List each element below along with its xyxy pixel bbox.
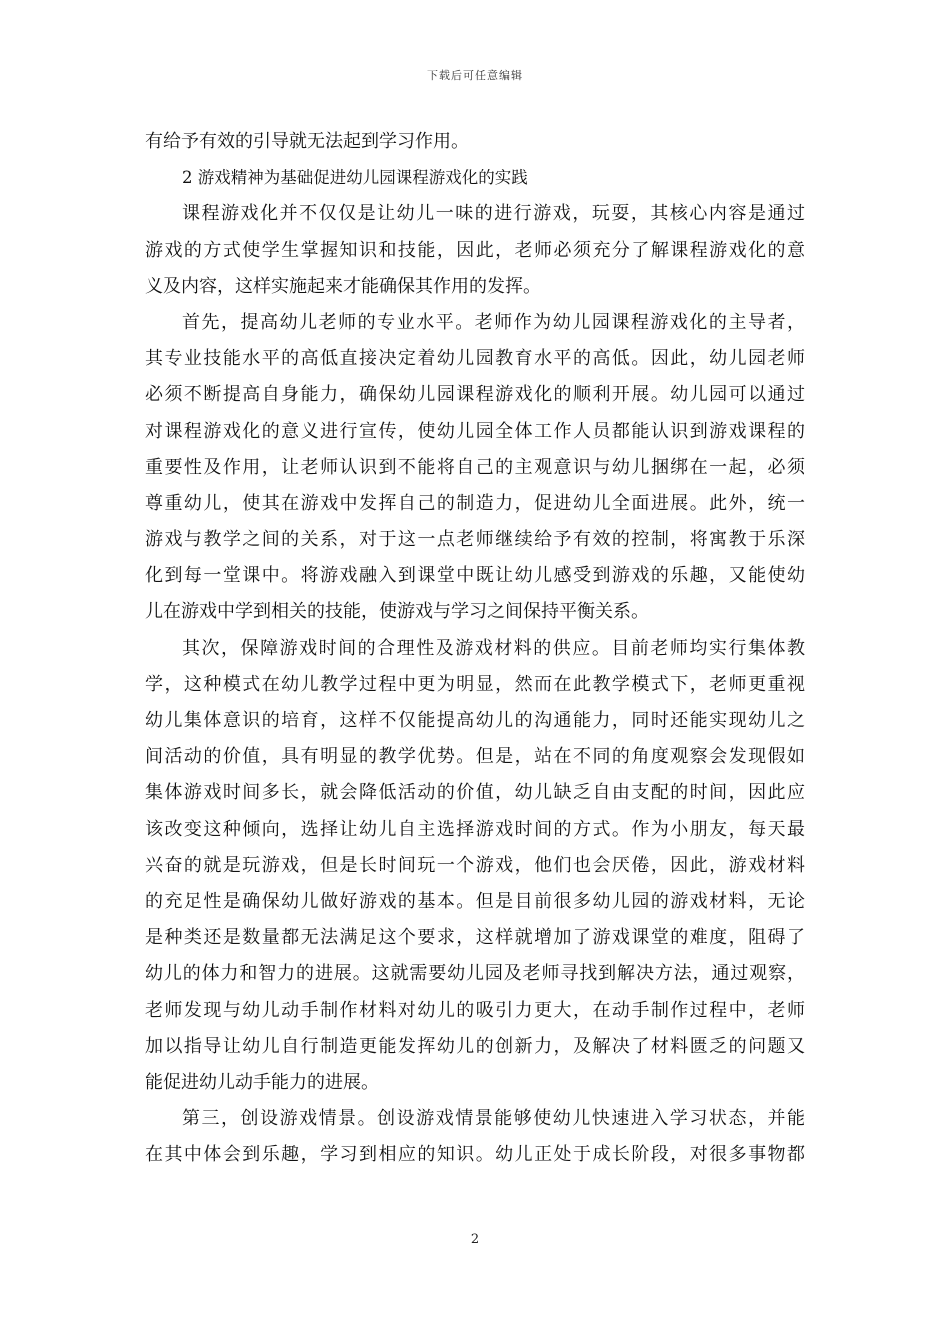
paragraph-line: 课程游戏化并不仅仅是让幼儿一味的进行游戏，玩耍，其核心内容是通过 xyxy=(182,203,805,225)
document-body xyxy=(145,124,805,1173)
paragraph-line: 能促进幼儿动手能力的进展。 xyxy=(145,1071,379,1093)
paragraph-line: 其专业技能水平的高低直接决定着幼儿园教育水平的高低。因此，幼儿园老师 xyxy=(145,348,805,370)
paragraph-line: 游戏与教学之间的关系，对于这一点老师继续给予有效的控制，将寓教于乐深 xyxy=(145,529,805,551)
paragraph-line: 有给予有效的引导就无法起到学习作用。 xyxy=(145,131,469,152)
paragraph-line: 游戏的方式使学生掌握知识和技能，因此，老师必须充分了解课程游戏化的意 xyxy=(145,239,805,261)
paragraph-line: 尊重幼儿，使其在游戏中发挥自己的制造力，促进幼儿全面进展。此外，统一 xyxy=(145,492,805,514)
paragraph-line: 兴奋的就是玩游戏，但是长时间玩一个游戏，他们也会厌倦，因此，游戏材料 xyxy=(145,854,805,876)
paragraph-line: 重要性及作用，让老师认识到不能将自己的主观意识与幼儿捆绑在一起，必须 xyxy=(145,456,805,478)
paragraph-line: 在其中体会到乐趣，学习到相应的知识。幼儿正处于成长阶段，对很多事物都 xyxy=(145,1144,805,1166)
paragraph-line: 幼儿的体力和智力的进展。这就需要幼儿园及老师寻找到解决方法，通过观察， xyxy=(145,963,805,985)
paragraph-line: 集体游戏时间多长，就会降低活动的价值，幼儿缺乏自由支配的时间，因此应 xyxy=(145,782,805,804)
paragraph-line: 是种类还是数量都无法满足这个要求，这样就增加了游戏课堂的难度，阻碍了 xyxy=(145,927,805,949)
paragraph-line: 的充足性是确保幼儿做好游戏的基本。但是目前很多幼儿园的游戏材料，无论 xyxy=(145,890,805,912)
paragraph-line: 第三，创设游戏情景。创设游戏情景能够使幼儿快速进入学习状态，并能 xyxy=(182,1108,805,1130)
paragraph-line: 幼儿集体意识的培育，这样不仅能提高幼儿的沟通能力，同时还能实现幼儿之 xyxy=(145,710,805,731)
paragraph-line: 间活动的价值，具有明显的教学优势。但是，站在不同的角度观察会发现假如 xyxy=(145,746,805,768)
section-heading: 2 游戏精神为基础促进幼儿园课程游戏化的实践 xyxy=(182,168,528,188)
paragraph-line: 学，这种模式在幼儿教学过程中更为明显，然而在此教学模式下，老师更重视 xyxy=(145,673,805,695)
paragraph-line: 对课程游戏化的意义进行宣传，使幼儿园全体工作人员都能认识到游戏课程的 xyxy=(145,420,805,442)
paragraph-line: 该改变这种倾向，选择让幼儿自主选择游戏时间的方式。作为小朋友，每天最 xyxy=(145,818,805,840)
paragraph-line: 义及内容，这样实施起来才能确保其作用的发挥。 xyxy=(145,275,541,297)
paragraph-line: 儿在游戏中学到相关的技能，使游戏与学习之间保持平衡关系。 xyxy=(145,601,649,623)
paragraph-line: 老师发现与幼儿动手制作材料对幼儿的吸引力更大，在动手制作过程中，老师 xyxy=(145,999,805,1021)
paragraph-line: 首先，提高幼儿老师的专业水平。老师作为幼儿园课程游戏化的主导者， xyxy=(182,311,805,333)
page-header: 下载后可任意编辑 xyxy=(427,69,523,82)
paragraph-line: 必须不断提高自身能力，确保幼儿园课程游戏化的顺利开展。幼儿园可以通过 xyxy=(145,384,805,406)
page-number: 2 xyxy=(470,1232,480,1247)
paragraph-line: 其次，保障游戏时间的合理性及游戏材料的供应。目前老师均实行集体教 xyxy=(182,637,805,659)
paragraph-line: 加以指导让幼儿自行制造更能发挥幼儿的创新力，及解决了材料匮乏的问题又 xyxy=(145,1035,805,1057)
paragraph-line: 化到每一堂课中。将游戏融入到课堂中既让幼儿感受到游戏的乐趣，又能使幼 xyxy=(145,565,805,587)
